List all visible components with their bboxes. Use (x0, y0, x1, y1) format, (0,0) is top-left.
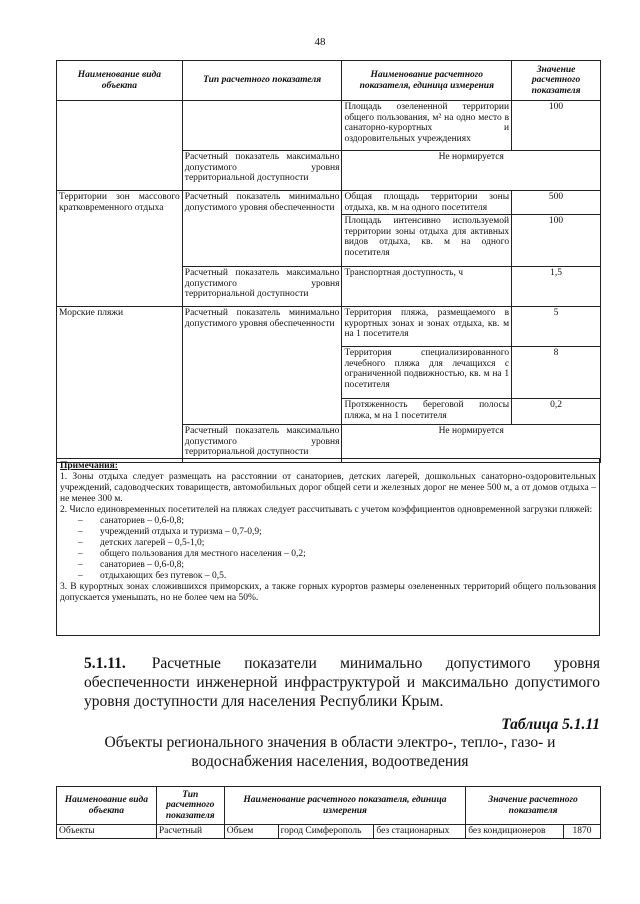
indicator-cell: город Симферополь (278, 825, 374, 839)
header-type: Тип расчетного показателя (156, 787, 224, 825)
list-item: – учреждений отдыха и туризма – 0,7-0,9; (100, 527, 596, 538)
table-row (57, 825, 601, 839)
type-cell: Расчетный (156, 825, 224, 839)
header-object: Наименование вида объекта (57, 787, 157, 825)
value-cell: 5 (512, 307, 601, 347)
header-value: Значение расчетного показателя (512, 61, 601, 101)
indicator-cell: Территория специализированного лечебного пляжа для лечащихся с ограниченной подвижностью, кв. м на 1 посетителя (342, 347, 512, 399)
notes-block (56, 458, 600, 636)
indicator-cell: Транспортная доступность, ч (342, 267, 512, 307)
type-cell: Расчетный показатель минимально допустимого уровня обеспеченности (182, 307, 342, 425)
notes-heading: Примечания: (60, 461, 118, 471)
header-value: Значение расчетного показателя (466, 787, 601, 825)
header-type: Тип расчетного показателя (182, 61, 342, 101)
value-cell: 0,2 (512, 399, 601, 425)
note-2-list (60, 516, 596, 582)
value-cell: 100 (512, 101, 601, 151)
value-cell: 100 (512, 215, 601, 267)
table-header-row (57, 61, 601, 101)
section-paragraph (84, 654, 600, 711)
list-item: – санаториев – 0,6-0,8; (100, 560, 596, 571)
value-cell: 1,5 (512, 267, 601, 307)
header-indicator: Наименование расчетного показателя, единица измерения (224, 787, 465, 825)
table-row (57, 151, 601, 191)
list-item: – отдыхающих без путевок – 0,5. (100, 571, 596, 582)
value-cell: 1870 (564, 825, 601, 839)
object-cell: Морские пляжи (57, 307, 183, 463)
header-indicator: Наименование расчетного показателя, единица измерения (342, 61, 512, 101)
note-3: 3. В курортных зонах сложившихся приморских, а также горных курортов размеры озелененных территорий общего пользования допускается уменьшать, но не более чем на 50%. (60, 582, 596, 603)
indicator-cell: Протяженность береговой полосы пляжа, м на 1 посетителя (342, 399, 512, 425)
note-1: 1. Зоны отдыха следует размещать на расстоянии от санаториев, детских лагерей, дошкольных санаторно-оздоровительных учреждений, садоводческих товариществ, автомобильных дорог общей сети и железных дорог не менее 500 м, а от домов отдыха – не менее 300 м. (60, 472, 596, 504)
value-cell: Не нормируется (342, 425, 601, 463)
indicator-cell: Объем (224, 825, 278, 839)
type-cell: Расчетный показатель максимально допустимого уровня территориальной доступности (182, 151, 342, 191)
indicator-cell: Площадь озелененной территории общего пользования, м² на одно место в санаторно-курортных и оздоровительных учреждениях (342, 101, 512, 151)
object-cell: Территории зон массового кратковременного отдыха (57, 191, 183, 307)
list-item: – общего пользования для местного населения – 0,2; (100, 549, 596, 560)
page-number: 48 (314, 36, 326, 48)
value-cell: 500 (512, 191, 601, 215)
list-item: – санаториев – 0,6-0,8; (100, 516, 596, 527)
table-caption: Таблица 5.1.11 (501, 716, 600, 733)
object-cell: Объекты (57, 825, 157, 839)
utilities-table (56, 786, 601, 839)
section-text: Расчетные показатели минимально допустимого уровня обеспеченности инженерной инфраструктурой и максимально допустимого уровня доступности для населения Республики Крым. (84, 655, 600, 710)
table-row (57, 191, 601, 215)
indicators-table (56, 60, 601, 463)
type-cell: Расчетный показатель минимально допустимого уровня обеспеченности (182, 191, 342, 267)
type-cell: Расчетный показатель максимально допустимого уровня территориальной доступности (182, 425, 342, 463)
header-object: Наименование вида объекта (57, 61, 183, 101)
list-item: – детских лагерей – 0,5-1,0; (100, 538, 596, 549)
table-header-row (57, 787, 601, 825)
type-cell: Расчетный показатель максимально допустимого уровня территориальной доступности (182, 267, 342, 307)
table-description: Объекты регионального значения в области электро-, тепло-, газо- и водоснабжения населения, водоотведения (104, 734, 556, 770)
value-cell: Не нормируется (342, 151, 601, 191)
table-row (57, 101, 601, 151)
indicator-cell: без стационарных (374, 825, 466, 839)
indicator-cell: Площадь интенсивно используемой территории зоны отдыха для активных видов отдыха, кв. м на одного посетителя (342, 215, 512, 267)
indicator-cell: Общая площадь территории зоны отдыха, кв. м на одного посетителя (342, 191, 512, 215)
value-cell: 8 (512, 347, 601, 399)
note-2: 2. Число единовременных посетителей на пляжах следует рассчитывать с учетом коэффициентов одновременной загрузки пляжей: (60, 505, 593, 515)
indicator-cell: Территория пляжа, размещаемого в курортных зонах и зонах отдыха, кв. м на 1 посетителя (342, 307, 512, 347)
value-cell: без кондиционеров (466, 825, 564, 839)
table-row (57, 307, 601, 347)
section-number: 5.1.11. (84, 655, 126, 672)
